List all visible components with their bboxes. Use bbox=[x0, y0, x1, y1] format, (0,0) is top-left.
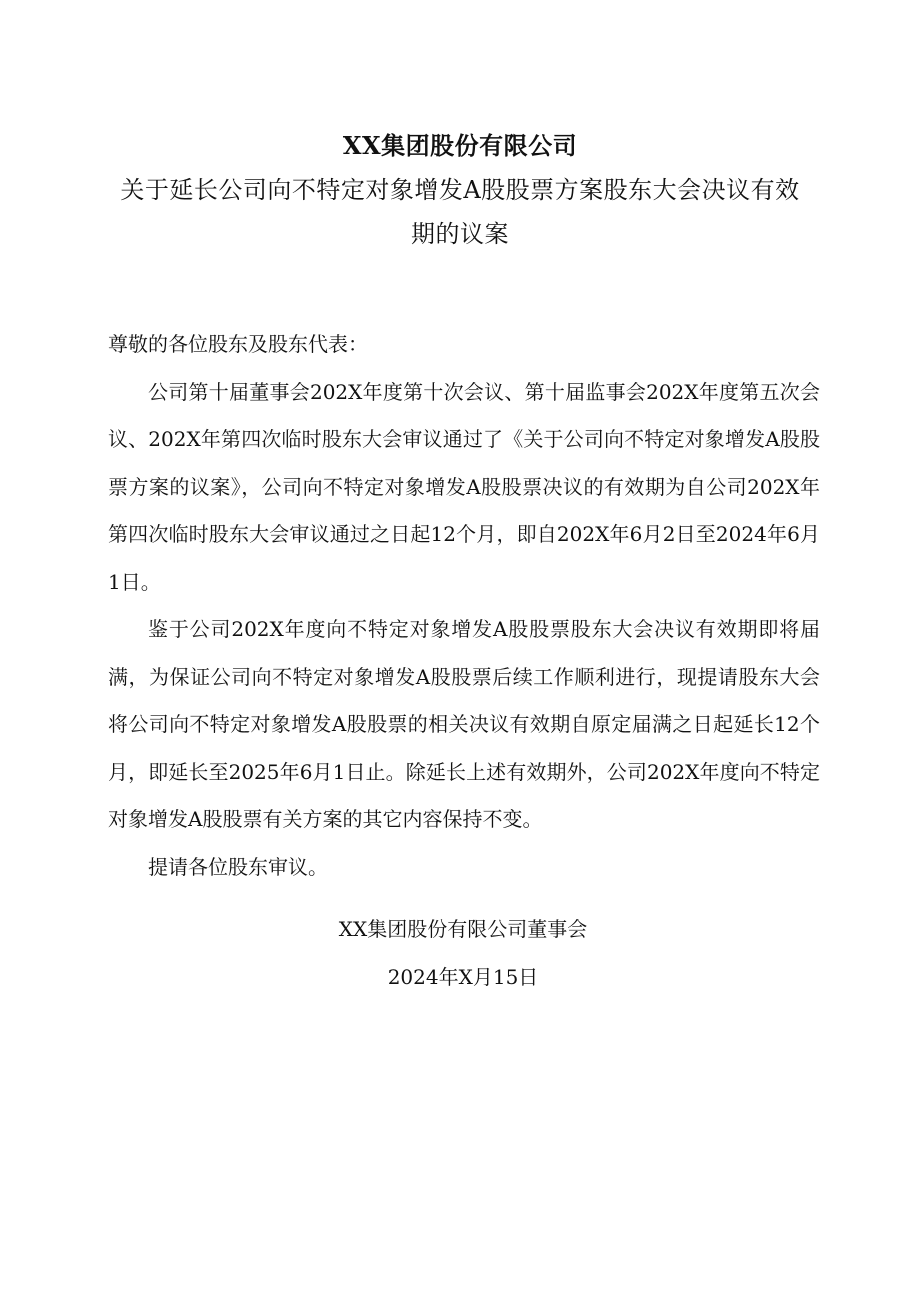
salutation: 尊敬的各位股东及股东代表： bbox=[108, 332, 368, 356]
company-name-title: XX集团股份有限公司 bbox=[342, 131, 578, 160]
proposal-title-line-2: 期的议案 bbox=[411, 220, 509, 248]
paragraph-background: 公司第十届董事会202X年度第十次会议、第十届监事会202X年度第五次会议、202X年第四次临时股东大会审议通过了《关于公司向不特定对象增发A股股票方案的议案》，公司向不特定对象增发A股股票决议的有效期为自公司202X年第四次临时股东大会审议通过之日起12个月，即自202X年6月2日至2024年6月1日。 bbox=[108, 379, 820, 594]
proposal-title-line-1: 关于延长公司向不特定对象增发A股股票方案股东大会决议有效 bbox=[120, 176, 800, 204]
signature-date: 2024年X月15日 bbox=[387, 964, 539, 989]
signature-block bbox=[230, 906, 696, 1001]
signatory: XX集团股份有限公司董事会 bbox=[338, 917, 588, 941]
paragraph-proposal: 鉴于公司202X年度向不特定对象增发A股股票股东大会决议有效期即将届满，为保证公司向不特定对象增发A股股票后续工作顺利进行，现提请股东大会将公司向不特定对象增发A股股票的相关决议有效期自原定届满之日起延长12个月，即延长至2025年6月1日止。除延长上述有效期外，公司202X年度向不特定对象增发A股股票有关方案的其它内容保持不变。 bbox=[108, 617, 820, 831]
paragraph-request: 提请各位股东审议。 bbox=[148, 854, 328, 879]
document-title bbox=[100, 124, 820, 256]
document-body bbox=[108, 321, 820, 891]
